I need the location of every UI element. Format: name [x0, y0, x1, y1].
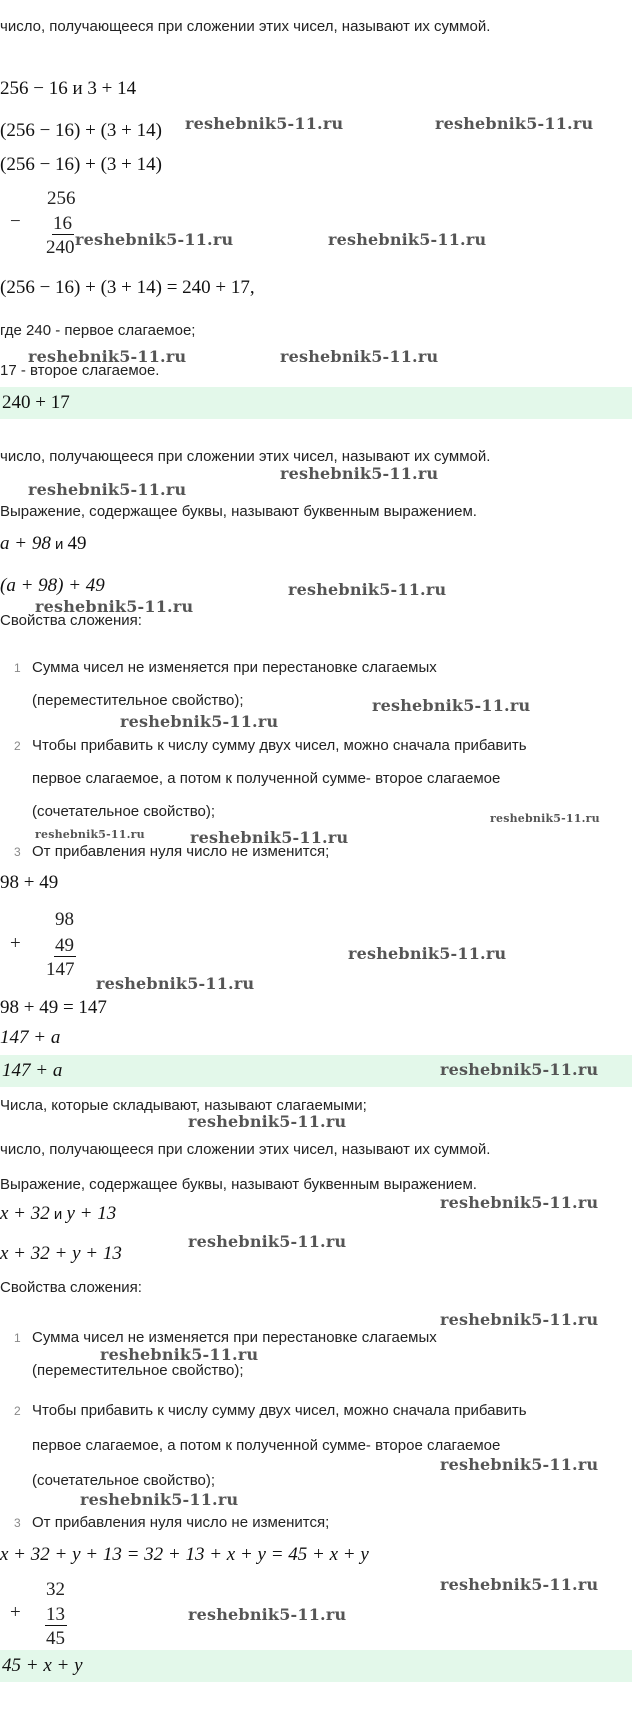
section-heading: Свойства сложения: — [0, 612, 142, 629]
column-underline — [54, 956, 76, 957]
list-item-text: Сумма чисел не изменяется при перестановке слагаемых — [32, 1329, 437, 1346]
math-expression — [0, 533, 87, 556]
answer-highlight — [0, 387, 632, 419]
watermark: reshebnik5-11.ru — [188, 1112, 347, 1131]
list-number: 3 — [14, 845, 21, 859]
list-number: 1 — [14, 1331, 21, 1345]
list-item — [14, 737, 527, 755]
list-item-text: Чтобы прибавить к числу сумму двух чисел, можно сначала прибавить — [32, 1402, 527, 1419]
definition-text: Числа, которые складывают, называют слагаемыми; — [0, 1097, 367, 1114]
watermark: reshebnik5-11.ru — [328, 230, 487, 249]
watermark: reshebnik5-11.ru — [440, 1193, 599, 1212]
watermark: reshebnik5-11.ru — [490, 812, 600, 825]
watermark: reshebnik5-11.ru — [35, 597, 194, 616]
watermark: reshebnik5-11.ru — [288, 580, 447, 599]
column-result: 240 — [46, 237, 75, 258]
watermark: reshebnik5-11.ru — [348, 944, 507, 963]
list-item — [14, 1402, 527, 1420]
watermark: reshebnik5-11.ru — [80, 1490, 239, 1509]
list-item-text: первое слагаемое, а потом к полученной сумме- второе слагаемое — [32, 770, 501, 787]
list-item-text: Сумма чисел не изменяется при перестановке слагаемых — [32, 659, 437, 676]
math-part: a + 98 — [0, 533, 51, 554]
conjunction: и — [49, 1206, 67, 1223]
column-operand: 32 — [46, 1579, 65, 1600]
watermark: reshebnik5-11.ru — [372, 696, 531, 715]
list-item-text: первое слагаемое, а потом к полученной сумме- второе слагаемое — [32, 1437, 501, 1454]
watermark: reshebnik5-11.ru — [440, 1455, 599, 1474]
definition-text: Выражение, содержащее буквы, называют буквенным выражением. — [0, 1176, 477, 1193]
watermark: reshebnik5-11.ru — [280, 347, 439, 366]
watermark: reshebnik5-11.ru — [28, 347, 187, 366]
watermark: reshebnik5-11.ru — [96, 974, 255, 993]
math-part: 49 — [67, 533, 87, 554]
math-expression — [0, 1203, 116, 1226]
watermark: reshebnik5-11.ru — [75, 230, 234, 249]
answer-highlight — [0, 1650, 632, 1682]
watermark: reshebnik5-11.ru — [185, 114, 344, 133]
watermark: reshebnik5-11.ru — [190, 828, 349, 847]
math-part: x + 32 — [0, 1203, 50, 1224]
column-operand: 49 — [55, 935, 74, 956]
watermark: reshebnik5-11.ru — [35, 828, 145, 841]
column-underline — [52, 234, 74, 235]
watermark: reshebnik5-11.ru — [440, 1310, 599, 1329]
math-expression: 98 + 49 — [0, 872, 59, 893]
definition-text: число, получающееся при сложении этих чисел, называют их суммой. — [0, 448, 491, 465]
answer-expression: 45 + x + y — [2, 1655, 83, 1676]
answer-expression: 240 + 17 — [2, 392, 70, 413]
list-item-text: (переместительное свойство); — [32, 692, 244, 709]
math-expression: 147 + a — [0, 1027, 61, 1048]
list-item-text: От прибавления нуля число не изменится; — [32, 843, 330, 860]
definition-text: Выражение, содержащее буквы, называют буквенным выражением. — [0, 503, 477, 520]
column-operand: 98 — [55, 909, 74, 930]
list-number: 2 — [14, 739, 21, 753]
list-number: 2 — [14, 1404, 21, 1418]
list-number: 3 — [14, 1516, 21, 1530]
math-expression: x + 32 + y + 13 — [0, 1243, 122, 1264]
math-expression: (256 − 16) + (3 + 14) — [0, 154, 162, 175]
definition-text: число, получающееся при сложении этих чисел, называют их суммой. — [0, 18, 491, 35]
list-item-text: (сочетательное свойство); — [32, 1472, 215, 1489]
watermark: reshebnik5-11.ru — [435, 114, 594, 133]
column-operator: + — [10, 1602, 21, 1623]
math-expression: (256 − 16) + (3 + 14) — [0, 120, 162, 141]
watermark: reshebnik5-11.ru — [28, 480, 187, 499]
definition-text: число, получающееся при сложении этих чисел, называют их суммой. — [0, 1141, 491, 1158]
watermark: reshebnik5-11.ru — [440, 1060, 599, 1079]
column-result: 147 — [46, 959, 75, 980]
list-item-text: От прибавления нуля число не изменится; — [32, 1514, 330, 1531]
list-item-text: Чтобы прибавить к числу сумму двух чисел, можно сначала прибавить — [32, 737, 527, 754]
conjunction: и — [50, 536, 68, 553]
list-number: 1 — [14, 661, 21, 675]
math-expression: 98 + 49 = 147 — [0, 997, 107, 1018]
column-operand: 16 — [53, 213, 72, 234]
column-operand: 13 — [46, 1604, 65, 1625]
note-text: 17 - второе слагаемое. — [0, 362, 160, 379]
math-part: y + 13 — [66, 1203, 117, 1224]
math-expression: x + 32 + y + 13 = 32 + 13 + x + y = 45 + x + y — [0, 1544, 369, 1565]
watermark: reshebnik5-11.ru — [188, 1232, 347, 1251]
math-expression: (256 − 16) + (3 + 14) = 240 + 17, — [0, 277, 255, 298]
column-underline — [45, 1625, 67, 1626]
watermark: reshebnik5-11.ru — [120, 712, 279, 731]
watermark: reshebnik5-11.ru — [440, 1575, 599, 1594]
answer-expression: 147 + a — [2, 1060, 63, 1081]
list-item-text: (переместительное свойство); — [32, 1362, 244, 1379]
math-expression: 256 − 16 и 3 + 14 — [0, 78, 137, 99]
watermark: reshebnik5-11.ru — [188, 1605, 347, 1624]
watermark: reshebnik5-11.ru — [280, 464, 439, 483]
watermark: reshebnik5-11.ru — [100, 1345, 259, 1364]
column-operator: + — [10, 933, 21, 954]
list-item-text: (сочетательное свойство); — [32, 803, 215, 820]
list-item — [14, 1514, 329, 1532]
column-operator: − — [10, 211, 21, 232]
column-result: 45 — [46, 1628, 65, 1649]
column-operand: 256 — [47, 188, 76, 209]
math-expression: (a + 98) + 49 — [0, 575, 105, 596]
note-text: где 240 - первое слагаемое; — [0, 322, 196, 339]
list-item — [14, 659, 437, 677]
section-heading: Свойства сложения: — [0, 1279, 142, 1296]
